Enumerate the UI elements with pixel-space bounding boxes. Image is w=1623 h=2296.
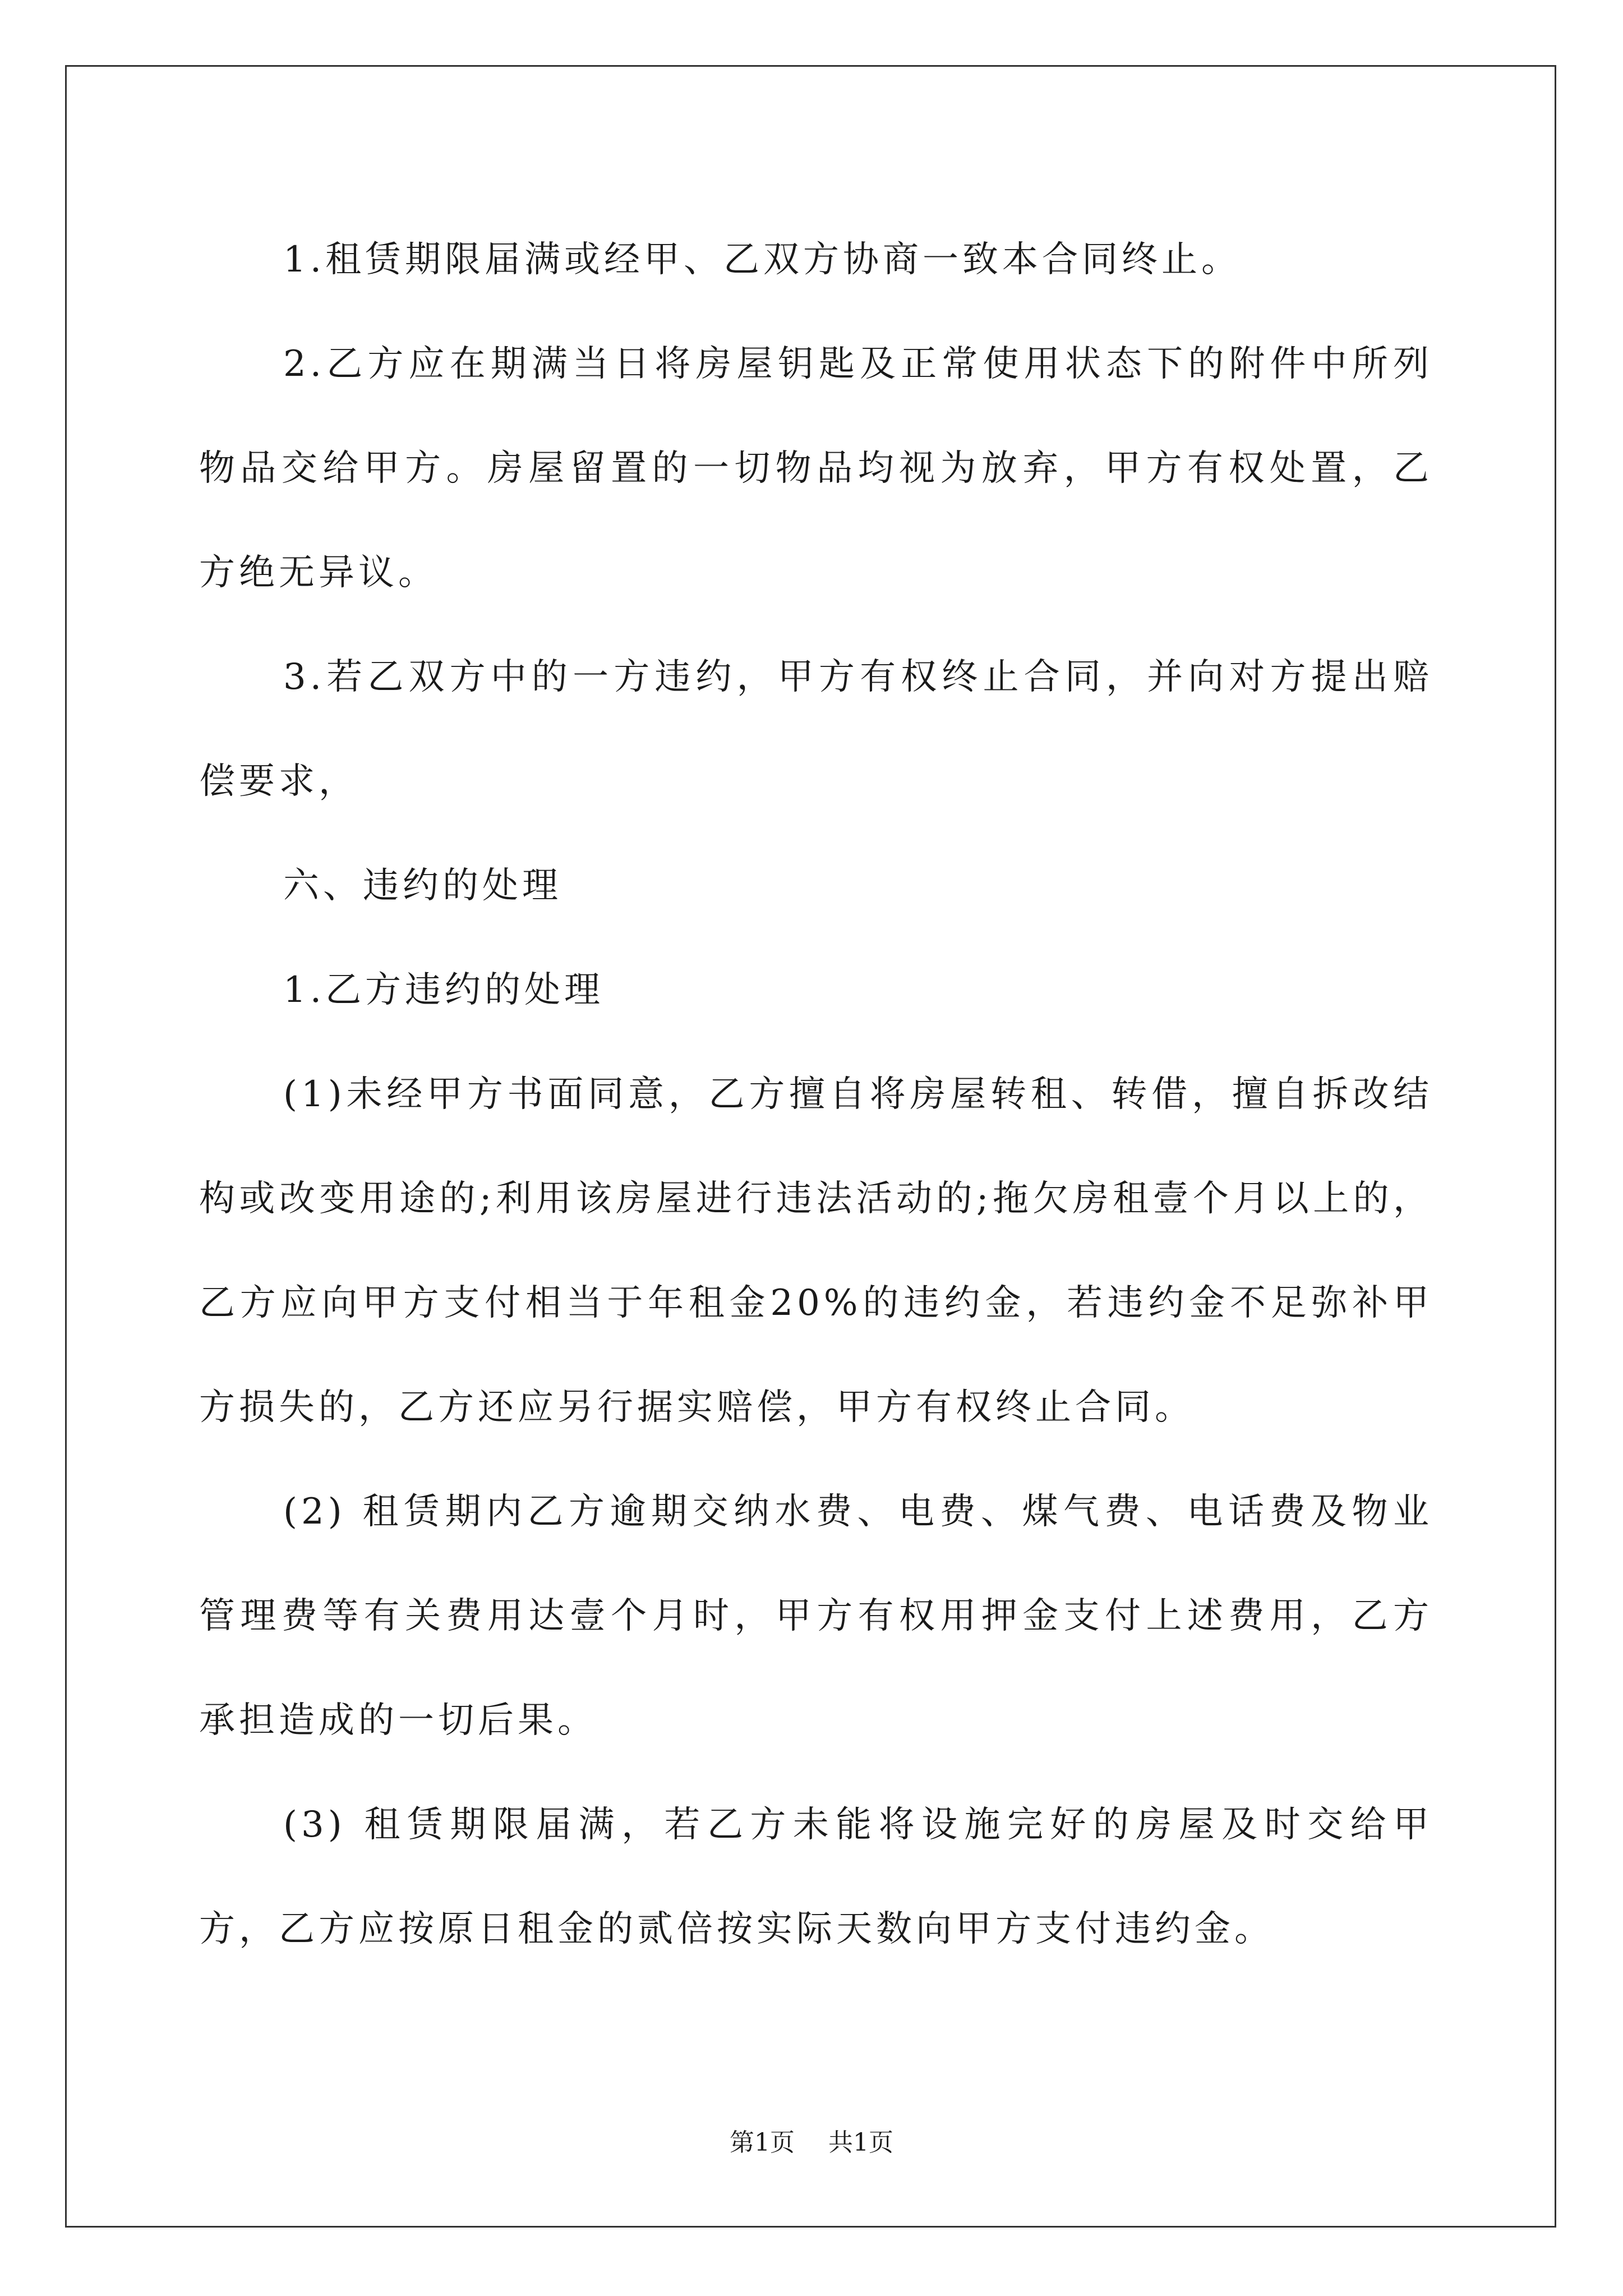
paragraph-breach-1: (1)未经甲方书面同意，乙方擅自将房屋转租、转借，擅自拆改结构或改变用途的;利用该房屋进行违法活动的;拖欠房租壹个月以上的，乙方应向甲方支付相当于年租金20%的违约金，若违约金不足弥补甲方损失的，乙方还应另行据实赔偿，甲方有权终止合同。 <box>199 1074 1433 1428</box>
paragraph-termination-3: 3.若乙双方中的一方违约，甲方有权终止合同，并向对方提出赔偿要求， <box>199 656 1433 802</box>
page-number-total: 共1页 <box>828 2128 893 2157</box>
page-footer <box>0 2126 1623 2160</box>
paragraph-termination-1: 1.租赁期限届满或经甲、乙双方协商一致本合同终止。 <box>283 239 1242 280</box>
page-number-current: 第1页 <box>730 2128 795 2157</box>
paragraph-breach-3: (3) 租赁期限届满，若乙方未能将设施完好的房屋及时交给甲方，乙方应按原日租金的贰倍按实际天数向甲方支付违约金。 <box>199 1804 1433 1950</box>
paragraph-breach-2: (2) 租赁期内乙方逾期交纳水费、电费、煤气费、电话费及物业管理费等有关费用达壹个月时，甲方有权用押金支付上述费用，乙方承担造成的一切后果。 <box>199 1491 1433 1741</box>
section-heading-breach: 六、违约的处理 <box>283 865 562 907</box>
subsection-heading-party-b-breach: 1.乙方违约的处理 <box>283 969 605 1011</box>
document-body <box>199 208 1433 1981</box>
paragraph-termination-2: 2.乙方应在期满当日将房屋钥匙及正常使用状态下的附件中所列物品交给甲方。房屋留置的一切物品均视为放弃，甲方有权处置，乙方绝无异议。 <box>199 343 1433 593</box>
